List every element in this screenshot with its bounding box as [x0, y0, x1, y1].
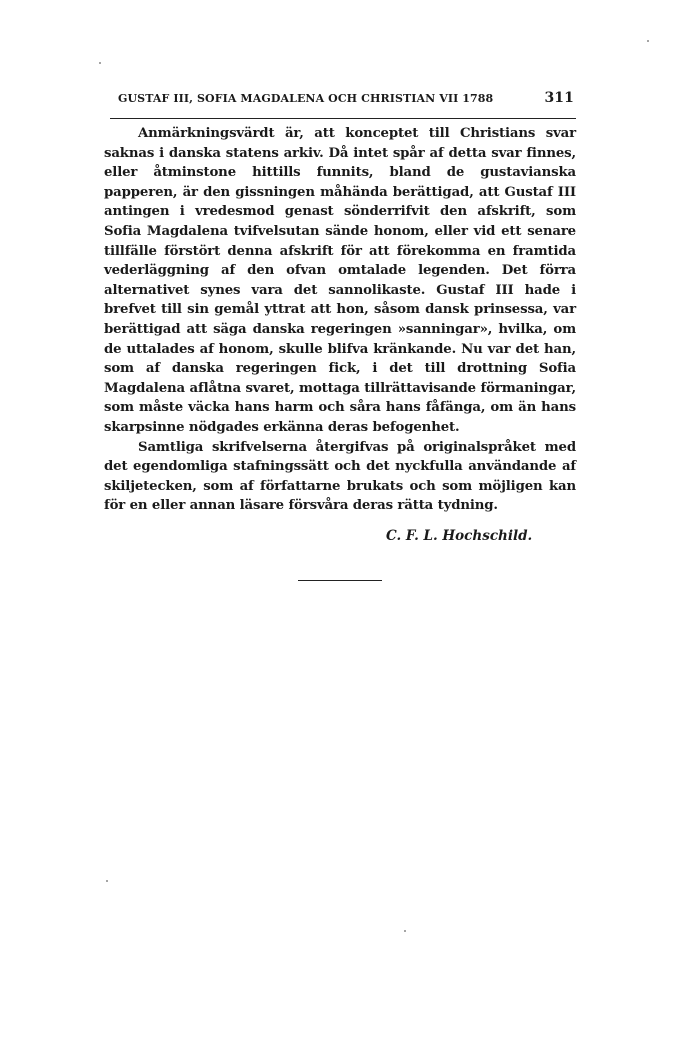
- page-number: 311: [544, 90, 574, 106]
- paper-speck: [106, 880, 108, 882]
- header-rule: [110, 118, 576, 119]
- end-rule: [298, 580, 382, 581]
- paper-speck: [404, 930, 406, 932]
- running-title: GUSTAF III, SOFIA MAGDALENA OCH CHRISTIAN VII 1788: [118, 92, 494, 105]
- paragraph-1: Anmärkningsvärdt är, att konceptet till Christians svar saknas i danska statens arkiv. Då intet spår af detta svar finnes, eller åtminstone hittills funnits, bland de gustavianska papperen, är den gissningen måhända berättigad, att Gustaf III antingen i vredesmod genast sönderrifvit den afskrift, som Sofia Magdalena tvifvelsutan sände honom, eller vid ett senare tillfälle förstört denna afskrift för att förekomma en framtida vederläggning af den ofvan omtalade legenden. Det förra alternativet synes vara det sannolikaste. Gustaf III hade i brefvet till sin gemål yttrat att hon, såsom dansk prinsessa, var berättigad att säga danska regeringen »sanningar», hvilka, om de uttalades af honom, skulle blifva kränkande. Nu var det han, som af danska regeringen fick, i det till drottning Sofia Magdalena aflåtna svaret, mottaga tillrättavisande förmaningar, som måste väcka hans harm och såra hans fåfänga, om än hans skarpsinne nödgades erkänna deras befogenhet.: [104, 126, 576, 435]
- paper-speck: [647, 40, 649, 42]
- paragraph-2: Samtliga skrifvelserna återgifvas på originalspråket med det egendomliga stafningssätt och det nyckfulla användande af skiljetecken, som af författarne brukats och som möjligen kan för en eller annan läsare försvåra deras rätta tydning.: [104, 439, 576, 514]
- body-text: [104, 124, 576, 516]
- paper-speck: [99, 62, 101, 64]
- author-signature: C. F. L. Hochschild.: [386, 528, 533, 544]
- page-header: [118, 90, 574, 108]
